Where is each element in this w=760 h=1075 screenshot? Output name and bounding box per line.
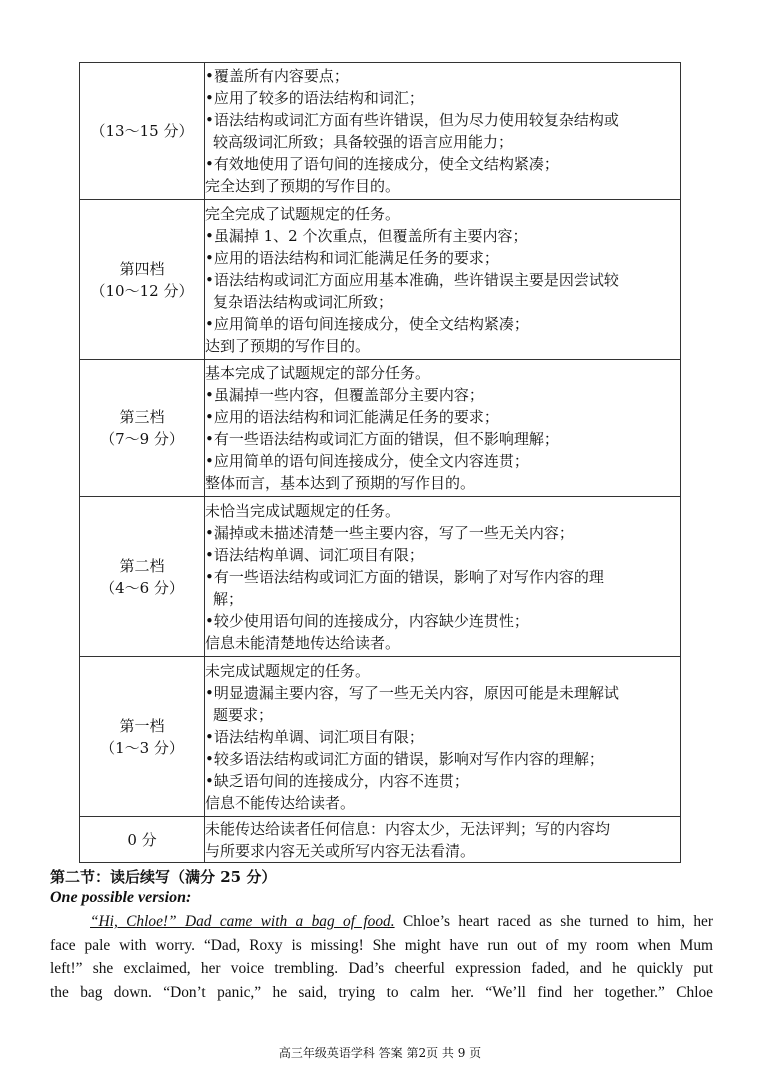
criteria-line: •应用简单的语句间连接成分，使全文内容连贯； [205, 452, 529, 470]
level-range: （7～9 分） [100, 430, 184, 448]
level-name: 第一档 [119, 716, 165, 735]
level-cell [80, 360, 205, 497]
criteria-line: •缺乏语句间的连接成分，内容不连贯； [205, 771, 469, 790]
criteria-line: •覆盖所有内容要点； [205, 67, 349, 85]
criteria-line: 复杂语法结构或词汇所致； [213, 292, 394, 311]
criteria-line: 未完成试题规定的任务。 [205, 661, 371, 680]
rubric-row [80, 360, 681, 497]
level-cell [80, 497, 205, 657]
criteria-line: 信息未能清楚地传达给读者。 [205, 633, 401, 652]
level-name: 第三档 [119, 408, 165, 426]
criteria-line: •语法结构单调、词汇项目有限； [205, 727, 424, 746]
scoring-rubric-table [79, 62, 681, 863]
criteria-line: •语法结构或词汇方面应用基本准确，些许错误主要是因尝试较 [205, 270, 619, 289]
rubric-row [80, 497, 681, 657]
section-title: 第二节：读后续写（满分 25 分） [50, 868, 277, 886]
criteria-line: •有一些语法结构或词汇方面的错误，但不影响理解； [205, 430, 559, 448]
sample-essay [50, 910, 713, 1004]
criteria-line: •应用的语法结构和词汇能满足任务的要求； [205, 248, 499, 267]
level-cell [80, 817, 205, 863]
criteria-cell [205, 657, 681, 817]
criteria-line: •虽漏掉一些内容，但覆盖部分主要内容； [205, 386, 484, 404]
criteria-line: •有一些语法结构或词汇方面的错误，影响了对写作内容的理 [205, 567, 604, 586]
criteria-line: 未能传达给读者任何信息：内容太少，无法评判；写的内容均 [205, 819, 611, 838]
essay-line [50, 910, 713, 934]
level-cell [80, 657, 205, 817]
opening-sentence: “Hi, Chloe!” Dad came with a bag of food. [90, 913, 395, 930]
criteria-cell [205, 63, 681, 200]
level-name: 0 分 [127, 830, 157, 849]
criteria-line: 整体而言，基本达到了预期的写作目的。 [205, 474, 476, 492]
version-label: One possible version: [50, 889, 192, 906]
rubric-row [80, 200, 681, 360]
criteria-line: 基本完成了试题规定的部分任务。 [205, 364, 431, 382]
criteria-cell [205, 497, 681, 657]
criteria-line: 与所要求内容无关或所写内容无法看清。 [205, 841, 476, 860]
level-range: （10～12 分） [90, 281, 194, 300]
criteria-line: •应用简单的语句间连接成分，使全文结构紧凑； [205, 314, 529, 333]
essay-line: the bag down. “Don’t panic,” he said, trying to calm her. “We’ll find her together.” Chloe [50, 983, 713, 1001]
level-name: 第四档 [119, 259, 165, 278]
criteria-line: 完全完成了试题规定的任务。 [205, 204, 401, 223]
rubric-row [80, 63, 681, 200]
essay-line-text: Chloe’s heart raced as she turned to him, her [394, 913, 713, 930]
criteria-line: 未恰当完成试题规定的任务。 [205, 501, 401, 520]
criteria-line: •语法结构单调、词汇项目有限； [205, 545, 424, 564]
rubric-row [80, 657, 681, 817]
rubric-row [80, 817, 681, 863]
level-cell [80, 63, 205, 200]
level-range: （4～6 分） [100, 578, 184, 597]
criteria-line: 较高级词汇所致；具备较强的语言应用能力； [213, 133, 514, 151]
criteria-line: •应用的语法结构和词汇能满足任务的要求； [205, 408, 499, 426]
criteria-line: 题要求； [213, 705, 274, 724]
criteria-line: •有效地使用了语句间的连接成分，使全文结构紧凑； [205, 155, 559, 173]
criteria-cell [205, 360, 681, 497]
page-footer: 高三年级英语学科 答案 第2页 共 9 页 [278, 1046, 482, 1060]
essay-line: left!” she exclaimed, her voice trembling. Dad’s cheerful expression faded, and he quickly put [50, 960, 713, 977]
level-name: 第二档 [119, 556, 165, 575]
criteria-line: •语法结构或词汇方面有些许错误，但为尽力使用较复杂结构或 [205, 111, 619, 129]
level-range: （1～3 分） [100, 738, 184, 757]
level-cell [80, 200, 205, 360]
criteria-cell [205, 817, 681, 863]
level-range: （13～15 分） [90, 122, 194, 140]
criteria-line: 达到了预期的写作目的。 [205, 336, 371, 355]
criteria-line: 解； [213, 589, 244, 608]
criteria-line: •虽漏掉 1、2 个次重点，但覆盖所有主要内容； [205, 226, 528, 245]
essay-line: face pale with worry. “Dad, Roxy is missing! She might have run out of my room when Mum [50, 936, 713, 954]
criteria-line: •较少使用语句间的连接成分，内容缺少连贯性； [205, 611, 529, 630]
criteria-line: •明显遗漏主要内容，写了一些无关内容，原因可能是未理解试 [205, 683, 619, 702]
criteria-line: •应用了较多的语法结构和词汇； [205, 89, 424, 107]
criteria-line: •较多语法结构或词汇方面的错误，影响对写作内容的理解； [205, 749, 604, 768]
criteria-line: •漏掉或未描述清楚一些主要内容，写了一些无关内容； [205, 523, 574, 542]
criteria-line: 完全达到了预期的写作目的。 [205, 177, 401, 195]
criteria-cell [205, 200, 681, 360]
criteria-line: 信息不能传达给读者。 [205, 793, 356, 812]
